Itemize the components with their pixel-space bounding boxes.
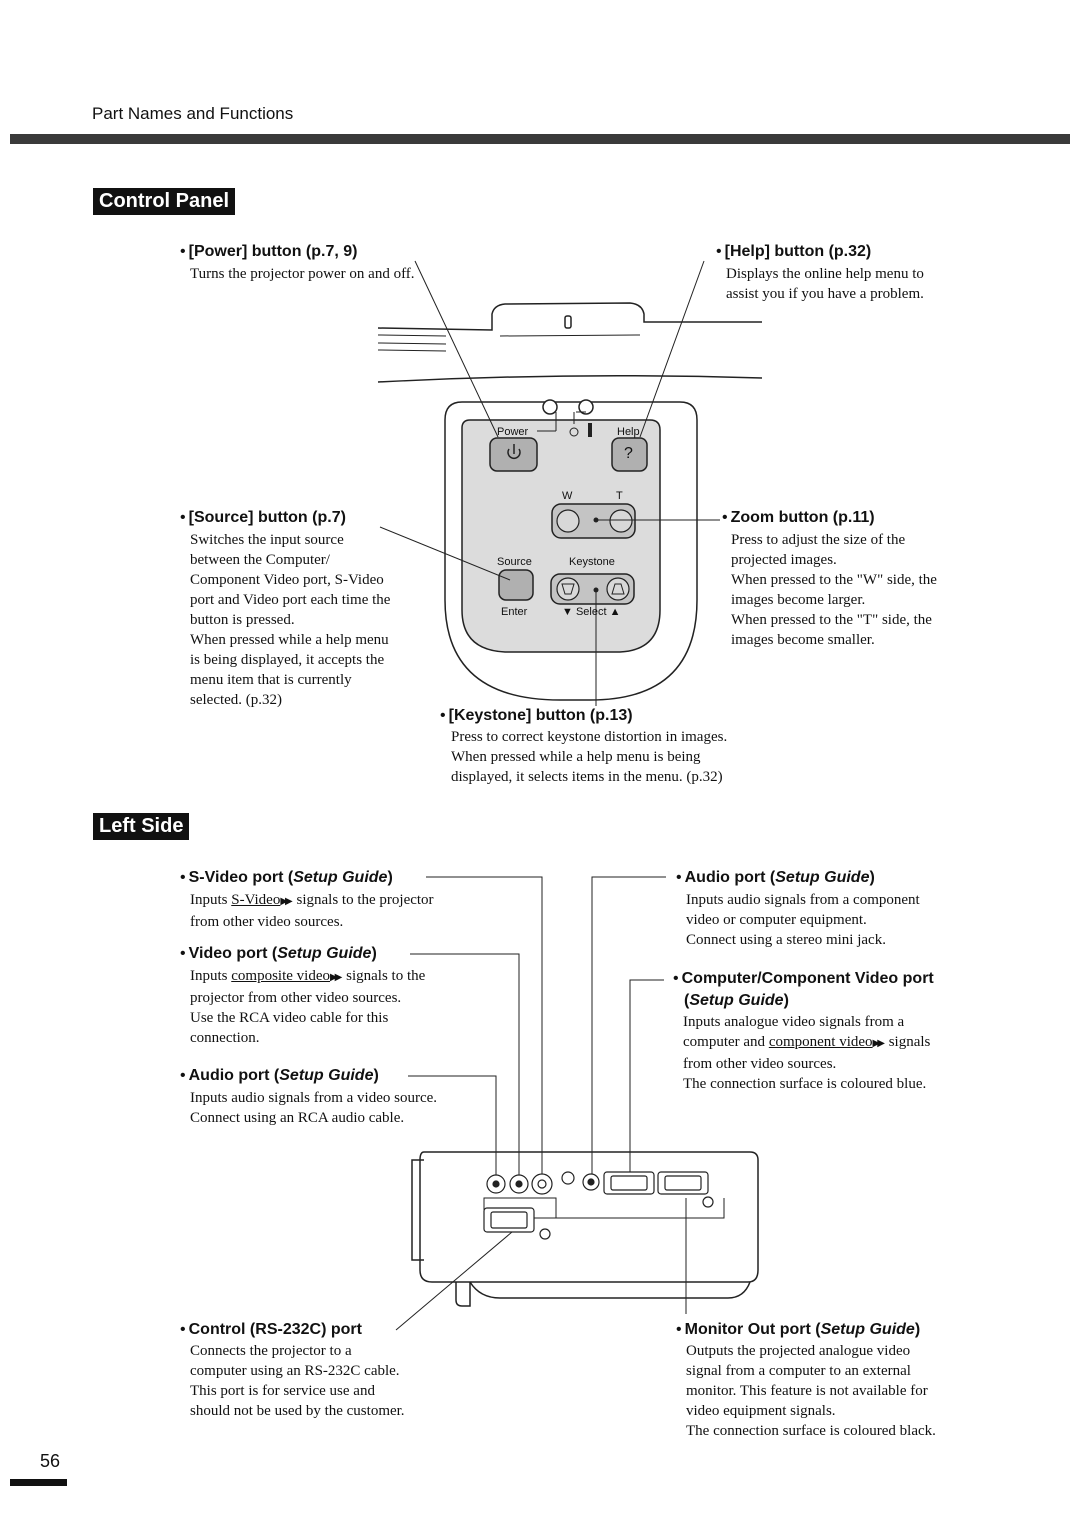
control-port-title: • Control (RS-232C) port [180, 1321, 362, 1338]
video-port-desc: Inputs composite video▶▶ signals to the projector from other video sources. Use the RCA video cable for this connection. [190, 968, 426, 1046]
page-number-bar [10, 1479, 67, 1486]
svideo-port-desc: Inputs S-Video▶▶ signals to the projector from other video sources. [190, 892, 434, 930]
panel-label-source: Source [497, 556, 532, 568]
section-heading-control-panel: Control Panel [93, 188, 235, 215]
help-button-title: • [Help] button (p.32) [716, 243, 872, 260]
panel-label-t: T [616, 490, 623, 502]
computer-port-guide: (Setup Guide) [684, 992, 789, 1009]
panel-label-power: Power [497, 426, 529, 438]
panel-label-help: Help [617, 426, 640, 438]
monitor-out-port-desc: Outputs the projected analogue video signal from a computer to an external monitor. This feature is not available for video equipment signals. The connection surface is coloured black. [686, 1343, 936, 1439]
panel-label-keystone: Keystone [569, 556, 615, 568]
source-button-title: • [Source] button (p.7) [180, 509, 346, 526]
page-number: 56 [40, 1451, 61, 1471]
glossary-arrow-icon: ▶▶ [872, 1038, 882, 1049]
section-heading-left-side: Left Side [93, 813, 189, 840]
source-button-desc: Switches the input source between the Computer/ Component Video port, S-Video port and Video port each time the button is pressed. When pressed while a help menu is being displayed, it accepts the menu item that is currently selected. (p.32) [190, 532, 391, 708]
composite-video-glossary-link[interactable]: composite video [231, 968, 330, 984]
panel-label-select: ▼ Select ▲ [562, 606, 621, 618]
glossary-arrow-icon: ▶▶ [280, 896, 290, 907]
audio-port-left-title: • Audio port (Setup Guide) [180, 1067, 379, 1084]
zoom-button-title: • Zoom button (p.11) [722, 509, 875, 526]
keystone-button-title: • [Keystone] button (p.13) [440, 707, 633, 724]
panel-label-enter: Enter [501, 606, 528, 618]
running-header: Part Names and Functions [92, 104, 294, 123]
svideo-port-title: • S-Video port (Setup Guide) [180, 869, 393, 886]
computer-port-desc: Inputs analogue video signals from a computer and component video▶▶ signals from other video sources. The connection surface is coloured blue. [683, 1014, 931, 1092]
help-question-mark-icon: ? [624, 445, 633, 462]
keystone-button-desc: Press to correct keystone distortion in images. When pressed while a help menu is being displayed, it selects items in the menu. (p.32) [451, 729, 728, 785]
video-port-title: • Video port (Setup Guide) [180, 945, 377, 962]
glossary-arrow-icon: ▶▶ [329, 972, 340, 983]
monitor-out-port-title: • Monitor Out port (Setup Guide) [676, 1321, 921, 1338]
computer-port-title: • Computer/Component Video port [673, 970, 934, 987]
audio-port-right-desc: Inputs audio signals from a component video or computer equipment. Connect using a stereo mini jack. [686, 892, 920, 948]
power-button-desc: Turns the projector power on and off. [190, 266, 415, 282]
help-button-desc: Displays the online help menu to assist you if you have a problem. [726, 266, 924, 302]
audio-port-left-desc: Inputs audio signals from a video source. Connect using an RCA audio cable. [190, 1090, 438, 1126]
svideo-glossary-link[interactable]: S-Video [231, 892, 281, 908]
zoom-button-desc: Press to adjust the size of the projected images. When pressed to the "W" side, the images become larger. When pressed to the "T" side, the images become smaller. [731, 532, 937, 648]
component-video-glossary-link[interactable]: component video [768, 1034, 873, 1050]
panel-label-w: W [562, 490, 573, 502]
audio-port-right-title: • Audio port (Setup Guide) [676, 869, 875, 886]
power-button-title: • [Power] button (p.7, 9) [180, 243, 358, 260]
control-port-desc: Connects the projector to a computer using an RS-232C cable. This port is for service use and should not be used by the customer. [190, 1343, 405, 1419]
